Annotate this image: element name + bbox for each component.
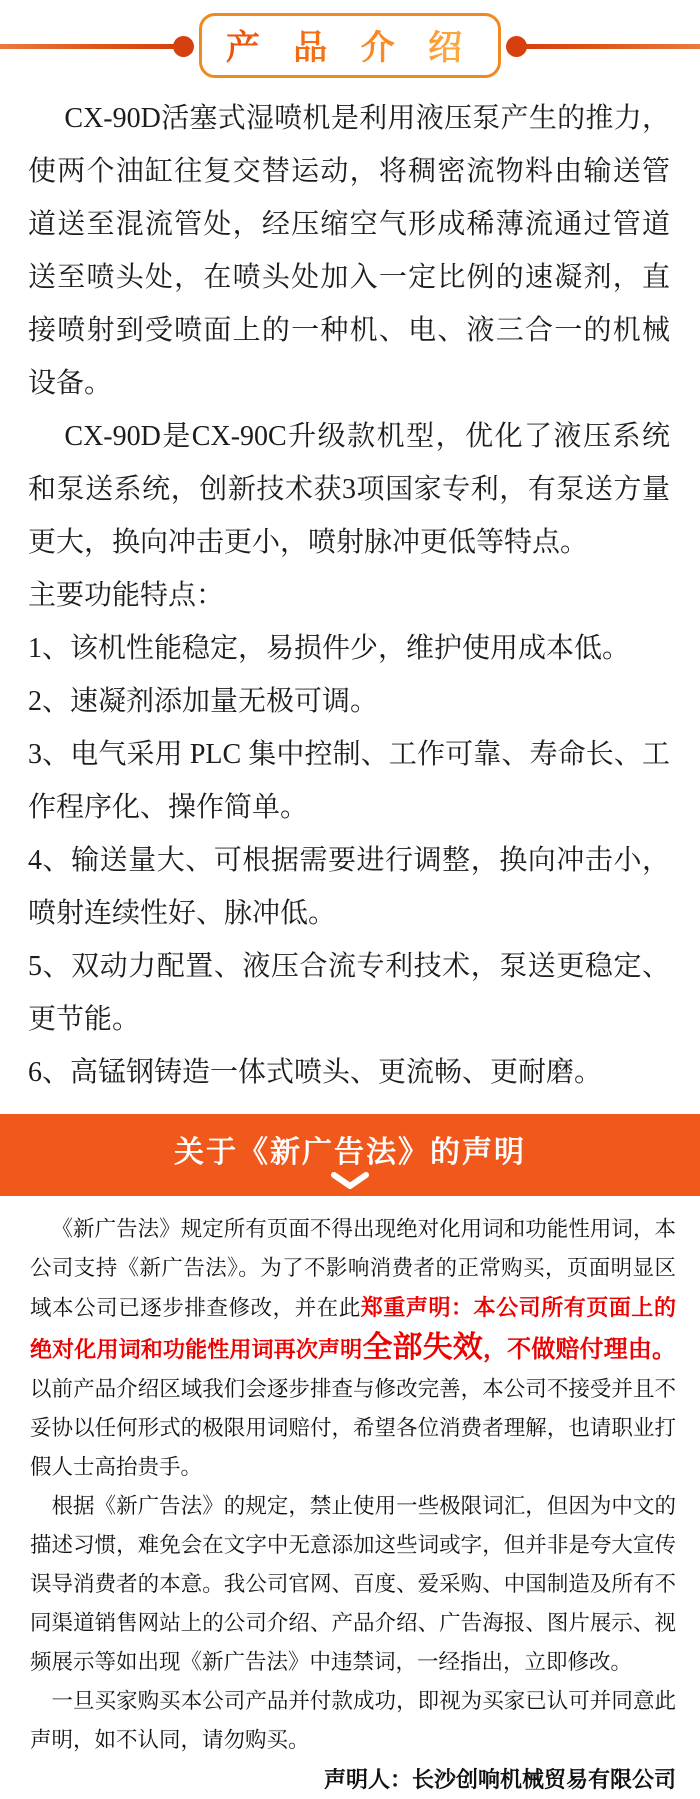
adlaw-banner-title: 关于《新广告法》的声明	[174, 1136, 526, 1169]
divider-line-left	[0, 44, 176, 49]
statement-paragraph-3: 一旦买家购买本公司产品并付款成功，即视为买家已认可并同意此声明，如不认同，请勿购买。	[30, 1689, 676, 1752]
feature-item-4: 4、输送量大、可根据需要进行调整，换向冲击小，喷射连续性好、脉冲低。	[28, 845, 670, 929]
statement-paragraph-2: 根据《新广告法》的规定，禁止使用一些极限词汇，但因为中文的描述习惯，难免会在文字中无意添加这些词或字，但并非是夸大宣传误导消费者的本意。我公司官网、百度、爱采购、中国制造及所有不同渠道销售网站上的公司介绍、产品介绍、广告海报、图片展示、视频展示等如出现《新广告法》中违禁词，一经指出，立即修改。	[30, 1494, 676, 1674]
product-intro-header	[0, 0, 700, 90]
divider-line-right	[524, 44, 700, 49]
statement-p1-tail: 以前产品介绍区域我们会逐步排查与修改完善，本公司不接受并且不妥协以任何形式的极限用词赔付，希望各位消费者理解，也请职业打假人士高抬贵手。	[30, 1377, 676, 1479]
feature-item-3: 3、电气采用 PLC 集中控制、工作可靠、寿命长、工作程序化、操作简单。	[28, 739, 670, 823]
statement-red-invalid: 全部失效	[362, 1331, 483, 1364]
statement-signer: 声明人：长沙创响机械贸易有限公司	[323, 1767, 676, 1792]
product-intro-title-box	[199, 13, 501, 78]
statement-red-declaration: 郑重声明：本公司所有页面上的绝对化用词和功能性用词再次声明	[30, 1295, 676, 1362]
feature-item-6: 6、高锰钢铸造一体式喷头、更流畅、更耐磨。	[28, 1057, 603, 1088]
product-intro-title: 产 品 介 绍	[225, 28, 475, 67]
product-intro-section	[0, 90, 700, 1099]
adlaw-statement-section	[0, 1196, 700, 1799]
divider-dot-right	[506, 36, 527, 57]
intro-paragraph-1: CX-90D活塞式湿喷机是利用液压泵产生的推力，使两个油缸往复交替运动，将稠密流物料由输送管道送至混流管处，经压缩空气形成稀薄流通过管道送至喷头处，在喷头处加入一定比例的速凝剂，直接喷射到受喷面上的一种机、电、液三合一的机械设备。	[28, 103, 670, 399]
statement-red-no-compensation: ，不做赔付理由。	[482, 1336, 677, 1363]
features-heading: 主要功能特点：	[28, 580, 225, 611]
feature-item-5: 5、双动力配置、液压合流专利技术，泵送更稳定、更节能。	[28, 951, 670, 1035]
statement-p1-text: 《新广告法》规定所有页面不得出现绝对化用词和功能性用词，本公司支持《新广告法》。为了不影响消费者的正常购买，页面明显区域本公司已逐步排查修改，并在此	[30, 1217, 676, 1320]
intro-paragraph-2: CX-90D是CX-90C升级款机型，优化了液压系统和泵送系统，创新技术获3项国家专利，有泵送方量更大，换向冲击更小，喷射脉冲更低等特点。	[28, 421, 670, 558]
statement-paragraph-1	[30, 1210, 676, 1487]
divider-dot-left	[173, 36, 194, 57]
feature-item-1: 1、该机性能稳定，易损件少，维护使用成本低。	[28, 633, 631, 664]
chevron-down-icon	[330, 1172, 370, 1190]
adlaw-banner	[0, 1114, 700, 1196]
feature-item-2: 2、速凝剂添加量无极可调。	[28, 686, 379, 717]
